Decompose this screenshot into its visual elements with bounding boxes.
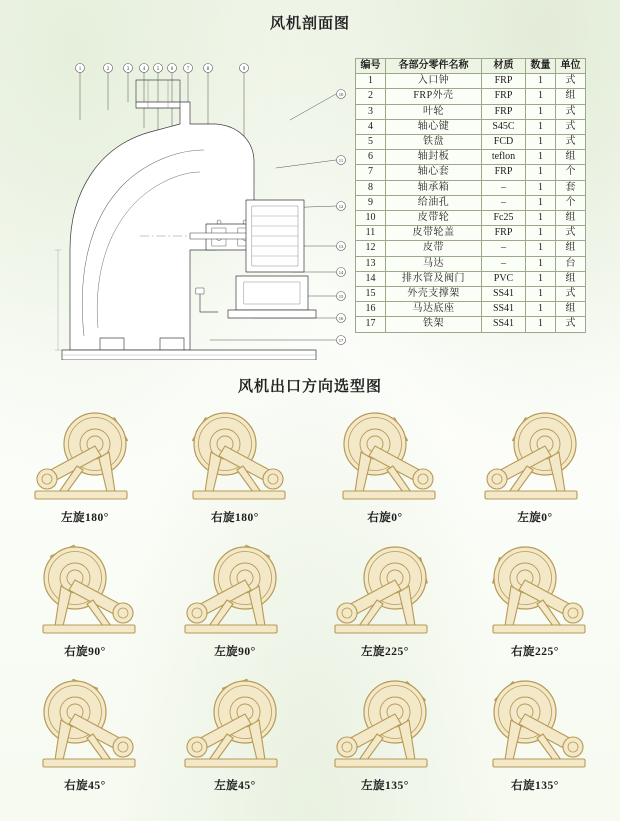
cell-name: 皮带轮盖 [386,226,482,241]
cell-mat: SS41 [482,287,526,302]
cell-name: 排水管及阀门 [386,271,482,286]
fan-icon [165,534,305,642]
col-header-no: 编号 [356,59,386,74]
cell-unit: 组 [556,211,586,226]
fan-icon [465,400,605,508]
fan-icon [15,400,155,508]
cell-mat: SS41 [482,317,526,332]
svg-text:3: 3 [126,67,130,72]
cell-name: FRP外壳 [386,89,482,104]
cell-unit: 式 [556,74,586,89]
cell-name: 轴封板 [386,150,482,165]
cell-no: 12 [356,241,386,256]
fan-icon [315,400,455,508]
cell-unit: 式 [556,317,586,332]
fan-outlet-illustration [165,534,305,642]
cell-unit: 式 [556,135,586,150]
outlet-option-left-180[interactable] [10,400,160,534]
cell-name: 铁盘 [386,135,482,150]
fan-section-svg [40,50,350,360]
table-row [356,74,586,89]
fan-icon [15,534,155,642]
outlet-option-label: 左旋135° [361,780,409,792]
svg-text:5: 5 [156,67,160,72]
outlet-option-left-45[interactable] [160,668,310,802]
cell-name: 外壳支撑架 [386,287,482,302]
outlet-option-label: 右旋135° [511,780,559,792]
fan-outlet-illustration [165,400,305,508]
cell-unit: 个 [556,165,586,180]
svg-text:1: 1 [78,67,82,72]
svg-text:9: 9 [242,67,246,72]
cell-no: 17 [356,317,386,332]
cell-mat: – [482,195,526,210]
cell-no: 3 [356,104,386,119]
cell-qty: 1 [526,271,556,286]
cell-no: 2 [356,89,386,104]
outlet-option-label: 左旋0° [517,512,553,524]
col-header-unit: 单位 [556,59,586,74]
cell-unit: 组 [556,89,586,104]
cell-qty: 1 [526,287,556,302]
cell-qty: 1 [526,89,556,104]
cell-name: 给油孔 [386,195,482,210]
cell-unit: 个 [556,195,586,210]
cell-mat: Fc25 [482,211,526,226]
cell-mat: FRP [482,89,526,104]
cell-qty: 1 [526,119,556,134]
cell-no: 9 [356,195,386,210]
cell-unit: 组 [556,241,586,256]
outlet-option-label: 左旋180° [61,512,109,524]
outlet-option-label: 左旋225° [361,646,409,658]
svg-text:6: 6 [170,67,174,72]
outlet-option-right-180[interactable] [160,400,310,534]
fan-icon [465,668,605,776]
cell-unit: 组 [556,302,586,317]
col-header-qty: 数量 [526,59,556,74]
table-row [356,287,586,302]
cell-qty: 1 [526,180,556,195]
cell-no: 7 [356,165,386,180]
outlet-option-label: 右旋225° [511,646,559,658]
cell-unit: 台 [556,256,586,271]
cell-mat: PVC [482,271,526,286]
cell-qty: 1 [526,226,556,241]
table-row [356,150,586,165]
outlet-option-label: 右旋90° [64,646,106,658]
fan-outlet-illustration [165,668,305,776]
cell-qty: 1 [526,241,556,256]
table-row [356,104,586,119]
outlet-option-label: 右旋180° [211,512,259,524]
cell-mat: FCD [482,135,526,150]
cell-mat: – [482,256,526,271]
fan-outlet-illustration [15,668,155,776]
cell-no: 16 [356,302,386,317]
cell-mat: – [482,180,526,195]
fan-icon [315,534,455,642]
cell-no: 10 [356,211,386,226]
table-row [356,317,586,332]
outlet-option-label: 左旋45° [214,780,256,792]
fan-icon [315,668,455,776]
table-row [356,135,586,150]
fan-icon [165,400,305,508]
cell-no: 5 [356,135,386,150]
cell-name: 马达 [386,256,482,271]
cell-no: 13 [356,256,386,271]
cell-no: 15 [356,287,386,302]
fan-outlet-illustration [315,534,455,642]
cell-qty: 1 [526,74,556,89]
outlet-option-right-90[interactable] [10,534,160,668]
table-row [356,241,586,256]
cell-name: 轴承箱 [386,180,482,195]
cell-qty: 1 [526,135,556,150]
table-row [356,256,586,271]
cell-unit: 套 [556,180,586,195]
fan-outlet-illustration [15,400,155,508]
cell-no: 6 [356,150,386,165]
cell-name: 皮带 [386,241,482,256]
cell-no: 8 [356,180,386,195]
cell-name: 入口钟 [386,74,482,89]
svg-text:14: 14 [338,270,344,275]
outlet-option-right-225[interactable] [460,534,610,668]
cell-mat: SS41 [482,302,526,317]
col-header-name: 各部分零件名称 [386,59,482,74]
cell-unit: 式 [556,104,586,119]
outlet-option-label: 右旋0° [367,512,403,524]
page-title-outlet-selection: 风机出口方向选型图 [237,379,382,395]
svg-text:13: 13 [338,244,344,249]
cell-qty: 1 [526,302,556,317]
table-row [356,211,586,226]
cell-mat: FRP [482,104,526,119]
outlet-option-left-0[interactable] [460,400,610,534]
cell-qty: 1 [526,195,556,210]
outlet-option-left-225[interactable] [310,534,460,668]
fan-outlet-illustration [465,668,605,776]
table-row [356,226,586,241]
cell-qty: 1 [526,211,556,226]
table-row [356,271,586,286]
cell-name: 皮带轮 [386,211,482,226]
svg-text:4: 4 [142,67,146,72]
fan-icon [465,534,605,642]
table-row [356,89,586,104]
fan-icon [15,668,155,776]
cell-qty: 1 [526,256,556,271]
parts-table-body [356,74,586,332]
cell-unit: 组 [556,150,586,165]
fan-section-drawing [40,50,350,360]
table-row [356,302,586,317]
cell-unit: 式 [556,287,586,302]
outlet-option-right-0[interactable] [310,400,460,534]
outlet-option-left-135[interactable] [310,668,460,802]
svg-text:11: 11 [338,158,344,163]
cell-no: 4 [356,119,386,134]
cell-mat: – [482,241,526,256]
fan-outlet-illustration [465,534,605,642]
fan-outlet-illustration [315,668,455,776]
fan-outlet-illustration [315,400,455,508]
parts-table [355,58,586,333]
cell-unit: 式 [556,119,586,134]
outlet-direction-grid [10,400,610,802]
svg-text:17: 17 [338,338,344,343]
outlet-option-right-135[interactable] [460,668,610,802]
svg-text:7: 7 [186,67,190,72]
cell-qty: 1 [526,165,556,180]
cell-qty: 1 [526,150,556,165]
svg-text:16: 16 [338,316,344,321]
fan-icon [165,668,305,776]
cell-mat: FRP [482,226,526,241]
outlet-option-label: 左旋90° [214,646,256,658]
cell-qty: 1 [526,104,556,119]
cell-name: 轴心键 [386,119,482,134]
cell-mat: FRP [482,74,526,89]
table-row [356,165,586,180]
fan-outlet-illustration [15,534,155,642]
page-title-section-view: 风机剖面图 [269,16,350,32]
cell-no: 14 [356,271,386,286]
outlet-option-label: 右旋45° [64,780,106,792]
svg-text:2: 2 [106,67,110,72]
cell-no: 11 [356,226,386,241]
svg-text:12: 12 [338,204,344,209]
fan-outlet-illustration [465,400,605,508]
outlet-option-right-45[interactable] [10,668,160,802]
svg-text:10: 10 [338,92,344,97]
cell-mat: S45C [482,119,526,134]
table-row [356,195,586,210]
table-header-row [356,59,586,74]
cell-mat: FRP [482,165,526,180]
cell-no: 1 [356,74,386,89]
cell-name: 铁架 [386,317,482,332]
cell-mat: teflon [482,150,526,165]
cell-name: 叶轮 [386,104,482,119]
cell-qty: 1 [526,317,556,332]
cell-unit: 组 [556,271,586,286]
svg-text:15: 15 [338,294,344,299]
table-row [356,119,586,134]
cell-name: 马达底座 [386,302,482,317]
cell-unit: 式 [556,226,586,241]
svg-text:8: 8 [206,67,210,72]
cell-name: 轴心套 [386,165,482,180]
outlet-option-left-90[interactable] [160,534,310,668]
table-row [356,180,586,195]
col-header-material: 材质 [482,59,526,74]
